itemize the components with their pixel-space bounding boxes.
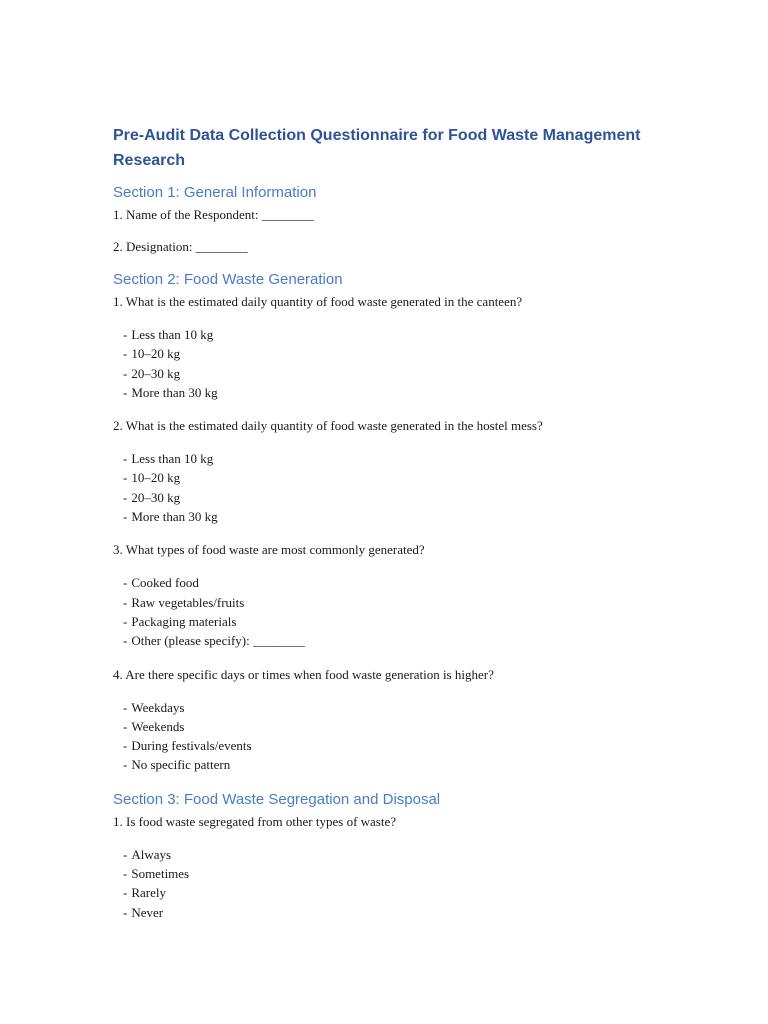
option-list [123, 698, 673, 775]
dash-bullet: - [123, 451, 128, 467]
option-item [123, 507, 673, 526]
option-list [123, 845, 673, 922]
dash-bullet: - [123, 575, 128, 591]
option-label: 10–20 kg [131, 470, 181, 486]
sections-container [113, 183, 673, 922]
option-label: No specific pattern [131, 757, 231, 773]
option-label: 20–30 kg [131, 365, 181, 381]
question-text: 3. What types of food waste are most commonly generated? [113, 542, 425, 558]
dash-bullet: - [123, 613, 128, 629]
option-label: Less than 10 kg [131, 327, 214, 342]
dash-bullet: - [123, 633, 128, 649]
option-label: Weekends [131, 718, 185, 734]
option-item [123, 717, 673, 736]
option-label: More than 30 kg [131, 384, 218, 400]
option-item [123, 488, 673, 507]
option-label: More than 30 kg [131, 509, 218, 525]
section-heading: Section 1: General Information [113, 184, 317, 201]
section-heading: Section 2: Food Waste Generation [113, 271, 343, 288]
section-heading: Section 3: Food Waste Segregation and Disposal [113, 790, 441, 808]
option-item [123, 593, 673, 612]
option-item [123, 736, 673, 755]
option-label: Less than 10 kg [131, 451, 214, 467]
dash-bullet: - [123, 489, 128, 505]
option-item [123, 631, 673, 650]
option-item [123, 845, 673, 864]
option-item [123, 383, 673, 402]
option-item [123, 325, 673, 344]
option-label: Never [131, 904, 164, 920]
question-text: 2. What is the estimated daily quantity of food waste generated in the hostel mess? [113, 418, 543, 434]
dash-bullet: - [123, 757, 128, 773]
option-item [123, 883, 673, 902]
option-item [123, 449, 673, 468]
dash-bullet: - [123, 866, 128, 882]
dash-bullet: - [123, 365, 128, 381]
option-label: 20–30 kg [131, 489, 181, 505]
question-text: 1. Is food waste segregated from other types of waste? [113, 813, 397, 829]
option-list [123, 449, 673, 526]
option-list [123, 573, 673, 650]
document-page [113, 123, 673, 937]
option-item [123, 344, 673, 363]
document-title: Pre-Audit Data Collection Questionnaire for Food Waste Management Research [113, 127, 641, 169]
question-text: 1. Name of the Respondent: ________ [113, 207, 314, 222]
option-label: Raw vegetables/fruits [131, 594, 245, 610]
question-text: 4. Are there specific days or times when food waste generation is higher? [113, 666, 494, 682]
dash-bullet: - [123, 738, 128, 754]
option-item [123, 468, 673, 487]
dash-bullet: - [123, 885, 128, 901]
option-label: Sometimes [131, 866, 190, 882]
dash-bullet: - [123, 718, 128, 734]
option-label: Packaging materials [131, 613, 237, 629]
question-text: 2. Designation: ________ [113, 239, 248, 254]
option-item [123, 903, 673, 922]
dash-bullet: - [123, 699, 128, 715]
dash-bullet: - [123, 509, 128, 525]
option-label: During festivals/events [131, 738, 252, 754]
option-item [123, 612, 673, 631]
option-label: Always [131, 846, 172, 862]
dash-bullet: - [123, 594, 128, 610]
dash-bullet: - [123, 904, 128, 920]
option-item [123, 698, 673, 717]
option-label: Cooked food [131, 575, 199, 591]
option-label: Other (please specify): ________ [131, 633, 305, 649]
option-label: Rarely [131, 885, 166, 901]
dash-bullet: - [123, 346, 128, 362]
question-text: 1. What is the estimated daily quantity of food waste generated in the canteen? [113, 294, 523, 309]
option-item [123, 573, 673, 592]
dash-bullet: - [123, 470, 128, 486]
dash-bullet: - [123, 327, 128, 342]
option-item [123, 364, 673, 383]
option-item [123, 864, 673, 883]
option-item [123, 755, 673, 774]
option-list [123, 325, 673, 402]
option-label: Weekdays [131, 699, 185, 715]
option-label: 10–20 kg [131, 346, 181, 362]
dash-bullet: - [123, 846, 128, 862]
dash-bullet: - [123, 384, 128, 400]
